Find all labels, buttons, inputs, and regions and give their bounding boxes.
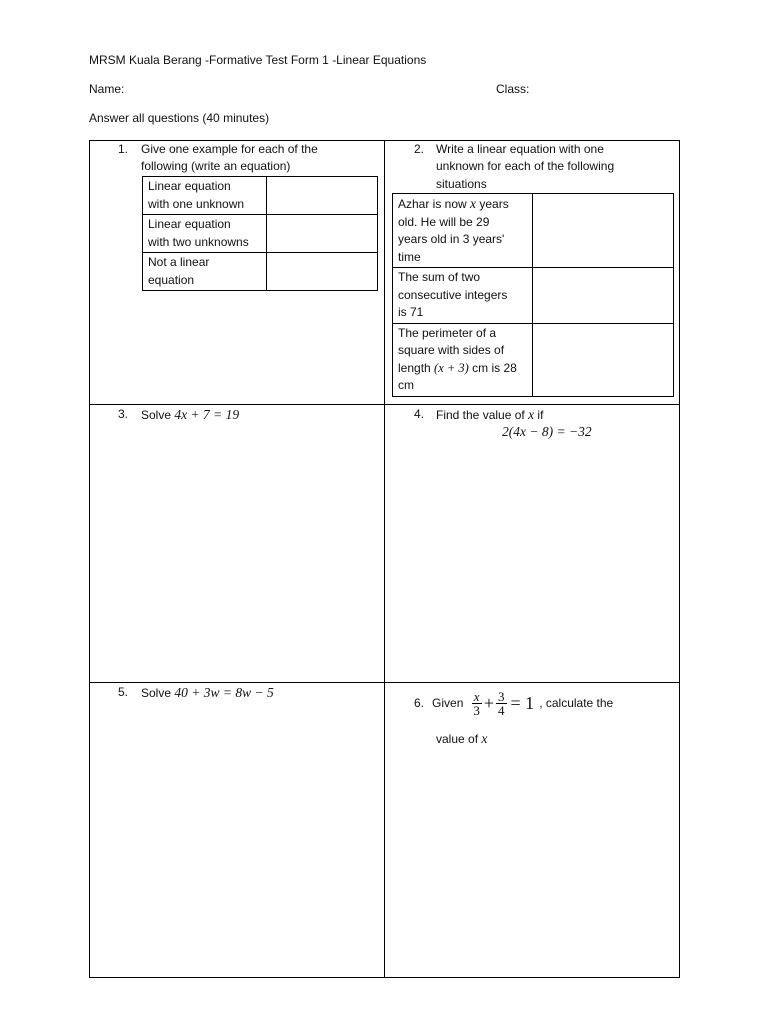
question-3-cell[interactable] <box>90 405 384 682</box>
row-label: The sum of two consecutive integers is 71 <box>393 268 533 324</box>
answer-cell[interactable] <box>267 177 378 215</box>
question-6-text-line2: value of x <box>436 731 488 746</box>
question-4-number: 4. <box>414 407 425 421</box>
table-row <box>143 253 378 291</box>
question-2-table <box>392 193 674 397</box>
question-5-number: 5. <box>118 685 129 699</box>
question-grid <box>89 140 680 978</box>
question-2-text-line3: situations <box>436 177 487 191</box>
question-2-number: 2. <box>414 142 425 156</box>
row-label: Linear equation with two unknowns <box>143 215 267 253</box>
row-label: Azhar is now x years old. He will be 29 years old in 3 years' time <box>393 194 533 268</box>
question-6-equals-one: = 1 <box>510 692 535 713</box>
answer-cell[interactable] <box>533 194 674 268</box>
table-row <box>393 323 674 396</box>
table-row <box>393 194 674 268</box>
question-1-text-line1: Give one example for each of the <box>141 142 318 156</box>
table-row <box>143 215 378 253</box>
question-1-cell <box>90 141 384 404</box>
answer-cell[interactable] <box>533 323 674 396</box>
document-title: MRSM Kuala Berang -Formative Test Form 1 -Linear Equations <box>89 53 427 67</box>
question-5-text: Solve 40 + 3w = 8w − 5 <box>141 685 274 700</box>
question-3-equation: 4x + 7 = 19 <box>174 407 240 422</box>
question-1-table <box>142 176 378 291</box>
question-6-number: 6. <box>414 696 425 710</box>
answer-cell[interactable] <box>267 215 378 253</box>
fraction-x-over-3: $\frac{x}{3}$ <box>473 688 480 718</box>
question-6-text: 6. Given $\frac{x}{3}$ + $\frac{3}{4}$ = 1 , calculate the <box>414 688 614 718</box>
question-6-cell[interactable] <box>385 683 681 978</box>
question-1-text-line2: following (write an equation) <box>141 159 291 173</box>
question-2-text-line1: Write a linear equation with one <box>436 142 604 156</box>
question-2-cell <box>385 141 681 404</box>
fraction-3-over-4: $\frac{3}{4}$ <box>498 688 505 718</box>
row-label: Linear equation with one unknown <box>143 177 267 215</box>
question-5-cell[interactable] <box>90 683 384 978</box>
question-5-equation: 40 + 3w = 8w − 5 <box>174 685 274 700</box>
question-3-number: 3. <box>118 407 129 421</box>
question-1-number: 1. <box>118 142 129 156</box>
row-label: The perimeter of a square with sides of length (x + 3) cm is 28 cm <box>393 323 533 396</box>
name-label: Name: <box>89 82 125 96</box>
question-4-cell[interactable] <box>385 405 681 682</box>
table-row <box>143 177 378 215</box>
row-label: Not a linear equation <box>143 253 267 291</box>
table-row <box>393 268 674 324</box>
question-3-text: Solve 4x + 7 = 19 <box>141 407 240 422</box>
class-label: Class: <box>496 82 530 96</box>
answer-cell[interactable] <box>533 268 674 324</box>
question-4-equation: 2(4x − 8) = −32 <box>502 424 592 439</box>
instructions: Answer all questions (40 minutes) <box>89 111 270 125</box>
question-4-text: Find the value of x if <box>436 407 544 422</box>
answer-cell[interactable] <box>267 253 378 291</box>
question-2-text-line2: unknown for each of the following <box>436 159 615 173</box>
